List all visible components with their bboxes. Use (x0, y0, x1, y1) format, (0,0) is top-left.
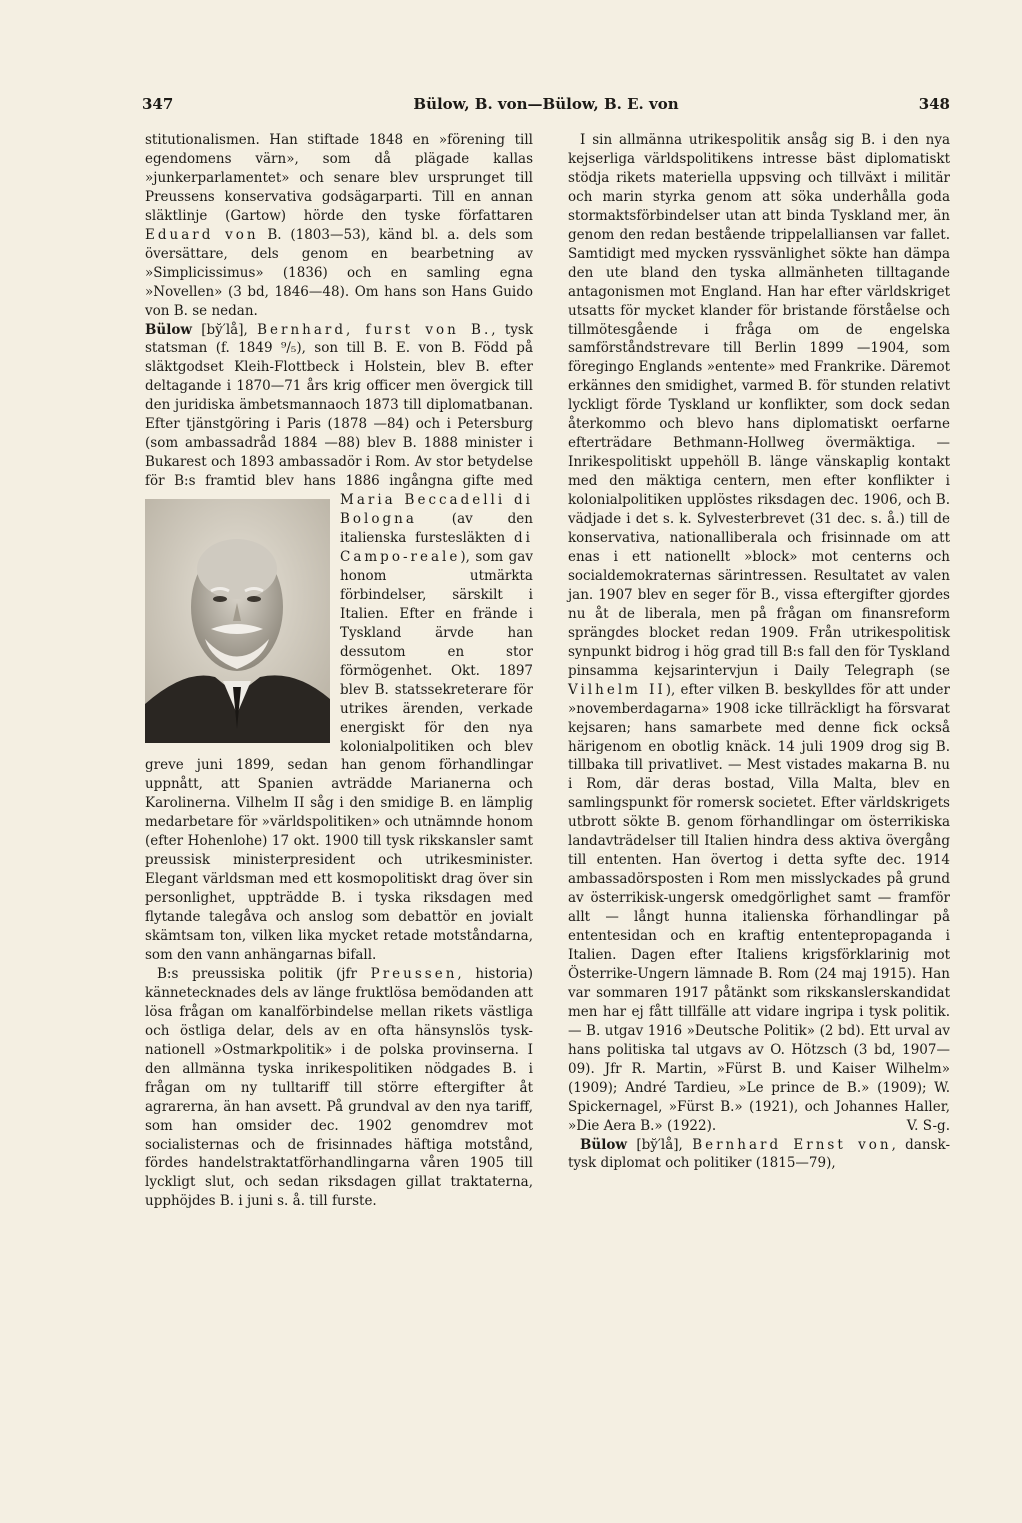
page-number-left: 347 (142, 95, 174, 113)
spouse-name: Maria Beccadelli di Bologna (340, 492, 533, 528)
portrait-photo (145, 499, 330, 743)
page-title: Bülow, B. von—Bülow, B. E. von (413, 95, 679, 113)
entry-bulow-bernhard-ernst: Bülow [by̆′lå], Bernhard Ernst von, dansk-tysk diplomat och politiker (1815—79), (568, 1136, 951, 1172)
entry-name: Bernhard Ernst von (692, 1136, 892, 1153)
left-column (145, 131, 533, 1211)
paragraph: I sin allmänna utrikespolitik ansåg sig B. i den nya kejserliga världspolitikens intresse bäst diplomatiskt stödja rikets materiella uppsving och tillväxt i militär och marin styrka genom att söka underhålla goda stormaktsförbindelser utan att binda Tyskland mer, än genom den redan bestående trippelalliansen var fallet. Samtidigt med mycken ryssvänlighet sökte han dämpa den ute bland den tyska allmänheten tilltagande antagonismen mot England. Han har efter världskriget utsatts för mycket klander för bristande förståelse och tillmötesgående i fråga om de engelska samförståndstrevare till Berlin 1899 —1904, som föregingo Englands »entente» med Frankrike. Däremot erkännes den smidighet, varmed B. för stunden relativt lyckligt förde Tyskland ur konflikter, som dock sedan återkommo och blevo hans diplomatiskt oerfarne efterträdare Bethmann-Hollweg övermäktiga. — Inrikespolitiskt uppehöll B. länge vänskaplig kontakt med den mäktiga centern, men efter konflikter i kolonialpolitiken upplöstes riksdagen dec. 1906, och B. vädjade i det s. k. Sylvesterbrevet (31 dec. s. å.) till de konservativa, nationalliberala och frisinnade om att enas i ett nationellt »block» mot centerns och socialdemokraternas särintressen. Resultatet av valen jan. 1907 blev en seger för B., vissa eftergifter gjordes nu åt de liberala, men på frågan om finansreform sprängdes blocket redan 1909. Från utrikespolitisk synpunkt bidrog i hög grad till B:s fall den för Tyskland pinsamma kejsarintervjun i Daily Telegraph (se Vilhelm II), efter vilken B. beskylldes för att under »novemberdagarna» 1908 icke tillräckligt ha försvarat kejsaren; hans samarbete med denne fick också härigenom en obotlig knäck. 14 juli 1909 drog sig B. tillbaka till privatlivet. — Mest vistades makarna B. nu i Rom, där deras bostad, Villa Malta, blev en samlingspunkt för romersk societet. Efter världskrigets utbrott sökte B. genom förhandlingar om österrikiska landavträdelser till Italien hindra dess aktiva övergång till ententen. Han övertog i detta syfte dec. 1914 ambassadörsposten i Rom men misslyckades på grund av österrikisk-ungersk omedgörlighet samt — framför allt — långt hunna italienska förhandlingar på ententesidan och en kraftig ententepropaganda i Italien. Dagen efter Italiens krigsförklarinig mot Österrike-Ungern lämnade B. Rom (24 maj 1915). Han var sommaren 1917 påtänkt som rikskanslerskandidat men har ej fått tillfälle att vidare ingripa i tysk politik. — B. utgav 1916 »Deutsche Politik» (2 bd). Ett urval av hans politiska tal utgavs av O. Hötzsch (3 bd, 1907—09). Jfr R. Martin, »Fürst B. und Kaiser Wilhelm» (1909); André Tardieu, »Le prince de B.» (1909); W. Spickernagel, »Fürst B.» (1921), och Johannes Haller, »Die Aera B.» (1922). V. S-g. (568, 132, 950, 1134)
entry-name: Bernhard, furst von B. (257, 321, 492, 338)
author-signature: V. S-g. (906, 1117, 950, 1134)
running-head (142, 95, 950, 119)
paragraph: B:s preussiska politik (jfr Preussen, historia) kännetecknades dels av länge fruktlösa bemödanden att lösa frågan om kanalförbindelse mellan rikets västliga och östliga delar, dels av en ofta hänsynslös tysk-nationell »Ostmarkpolitik» i de polska provinserna. I den allmänna tyska inrikespolitiken nödgades B. i frågan om ny tulltariff till större eftergifter åt agrarerna, än han avsett. På grundval av den nya tariff, som han omsider dec. 1902 genomdrev mot socialisternas och de frisinnades häftiga motstånd, fördes handelstraktatförhandlingarna våren 1905 till lyckligt slut, och sedan riksdagen gillat traktaterna, upphöjdes B. i juni s. å. till furste. (145, 965, 533, 1210)
page-number-right: 348 (918, 95, 950, 113)
entry-headword: Bülow (580, 1136, 627, 1153)
right-column (568, 131, 950, 1173)
entry-headword: Bülow (145, 321, 192, 338)
paragraph: stitutionalismen. Han stiftade 1848 en »förening till egendomens värn», som då plägade kallas »junkerparlamentet» och senare blev ursprunget till Preussens konservativa godsägarparti. Till en annan släktlinje (Gartow) hörde den tyske författaren Eduard von B. (1803—53), känd bl. a. dels som översättare, dels genom en bearbetning av »Simplicissimus» (1836) och en samling egna »Novellen» (3 bd, 1846—48). Om hans son Hans Guido von B. se nedan. (145, 132, 534, 319)
entry-bulow-bernhard: Bülow [by̆′lå], Bernhard, furst von B., tysk statsman (f. 1849 ⁹/₅), son till B. E. von B. Född på släktgodset Kleih-Flottbeck i Holstein, blev B. efter deltagande i 1870—71 års krig officer men övergick till den juridiska ämbetsmannaoch 1873 till diplomatbanan. Efter tjänstgöring i Paris (1878 —84) och i Petersburg (som ambassadråd 1884 —88) blev B. 1888 minister i Bukarest och 1893 ambassadör i Rom. Av stor betydelse för B:s framtid blev hans 1886 ingångna gifte med Maria Beccadelli di Bologna (av den italienska furstesläkten di Campo-reale), som gav honom utmärkta förbindelser, särskilt i Italien. Efter en frände i Tyskland ärvde han dessutom en stor förmögenhet. Okt. 1897 blev B. statssekreterare för utrikes ärenden, verkade energiskt för den nya kolonialpolitiken och blev greve juni 1899, sedan han genom förhandlingar uppnått, att Spanien avträdde Marianerna och Karolinerna. Vilhelm II såg i den smidige B. en lämplig medarbetare för »världspolitiken» och utnämnde honom (efter Hohenlohe) 17 okt. 1900 till tysk rikskansler samt preussisk ministerpresident och utrikesminister. Elegant världsman med ett kosmopolitiskt drag över sin personlighet, uppträdde B. i tyska riksdagen med flytande talegåva och anslog som debattör en jovialt skämtsam ton, vilken lika mycket retade motståndarna, som den vann anhängarnas bifall. (145, 321, 533, 963)
